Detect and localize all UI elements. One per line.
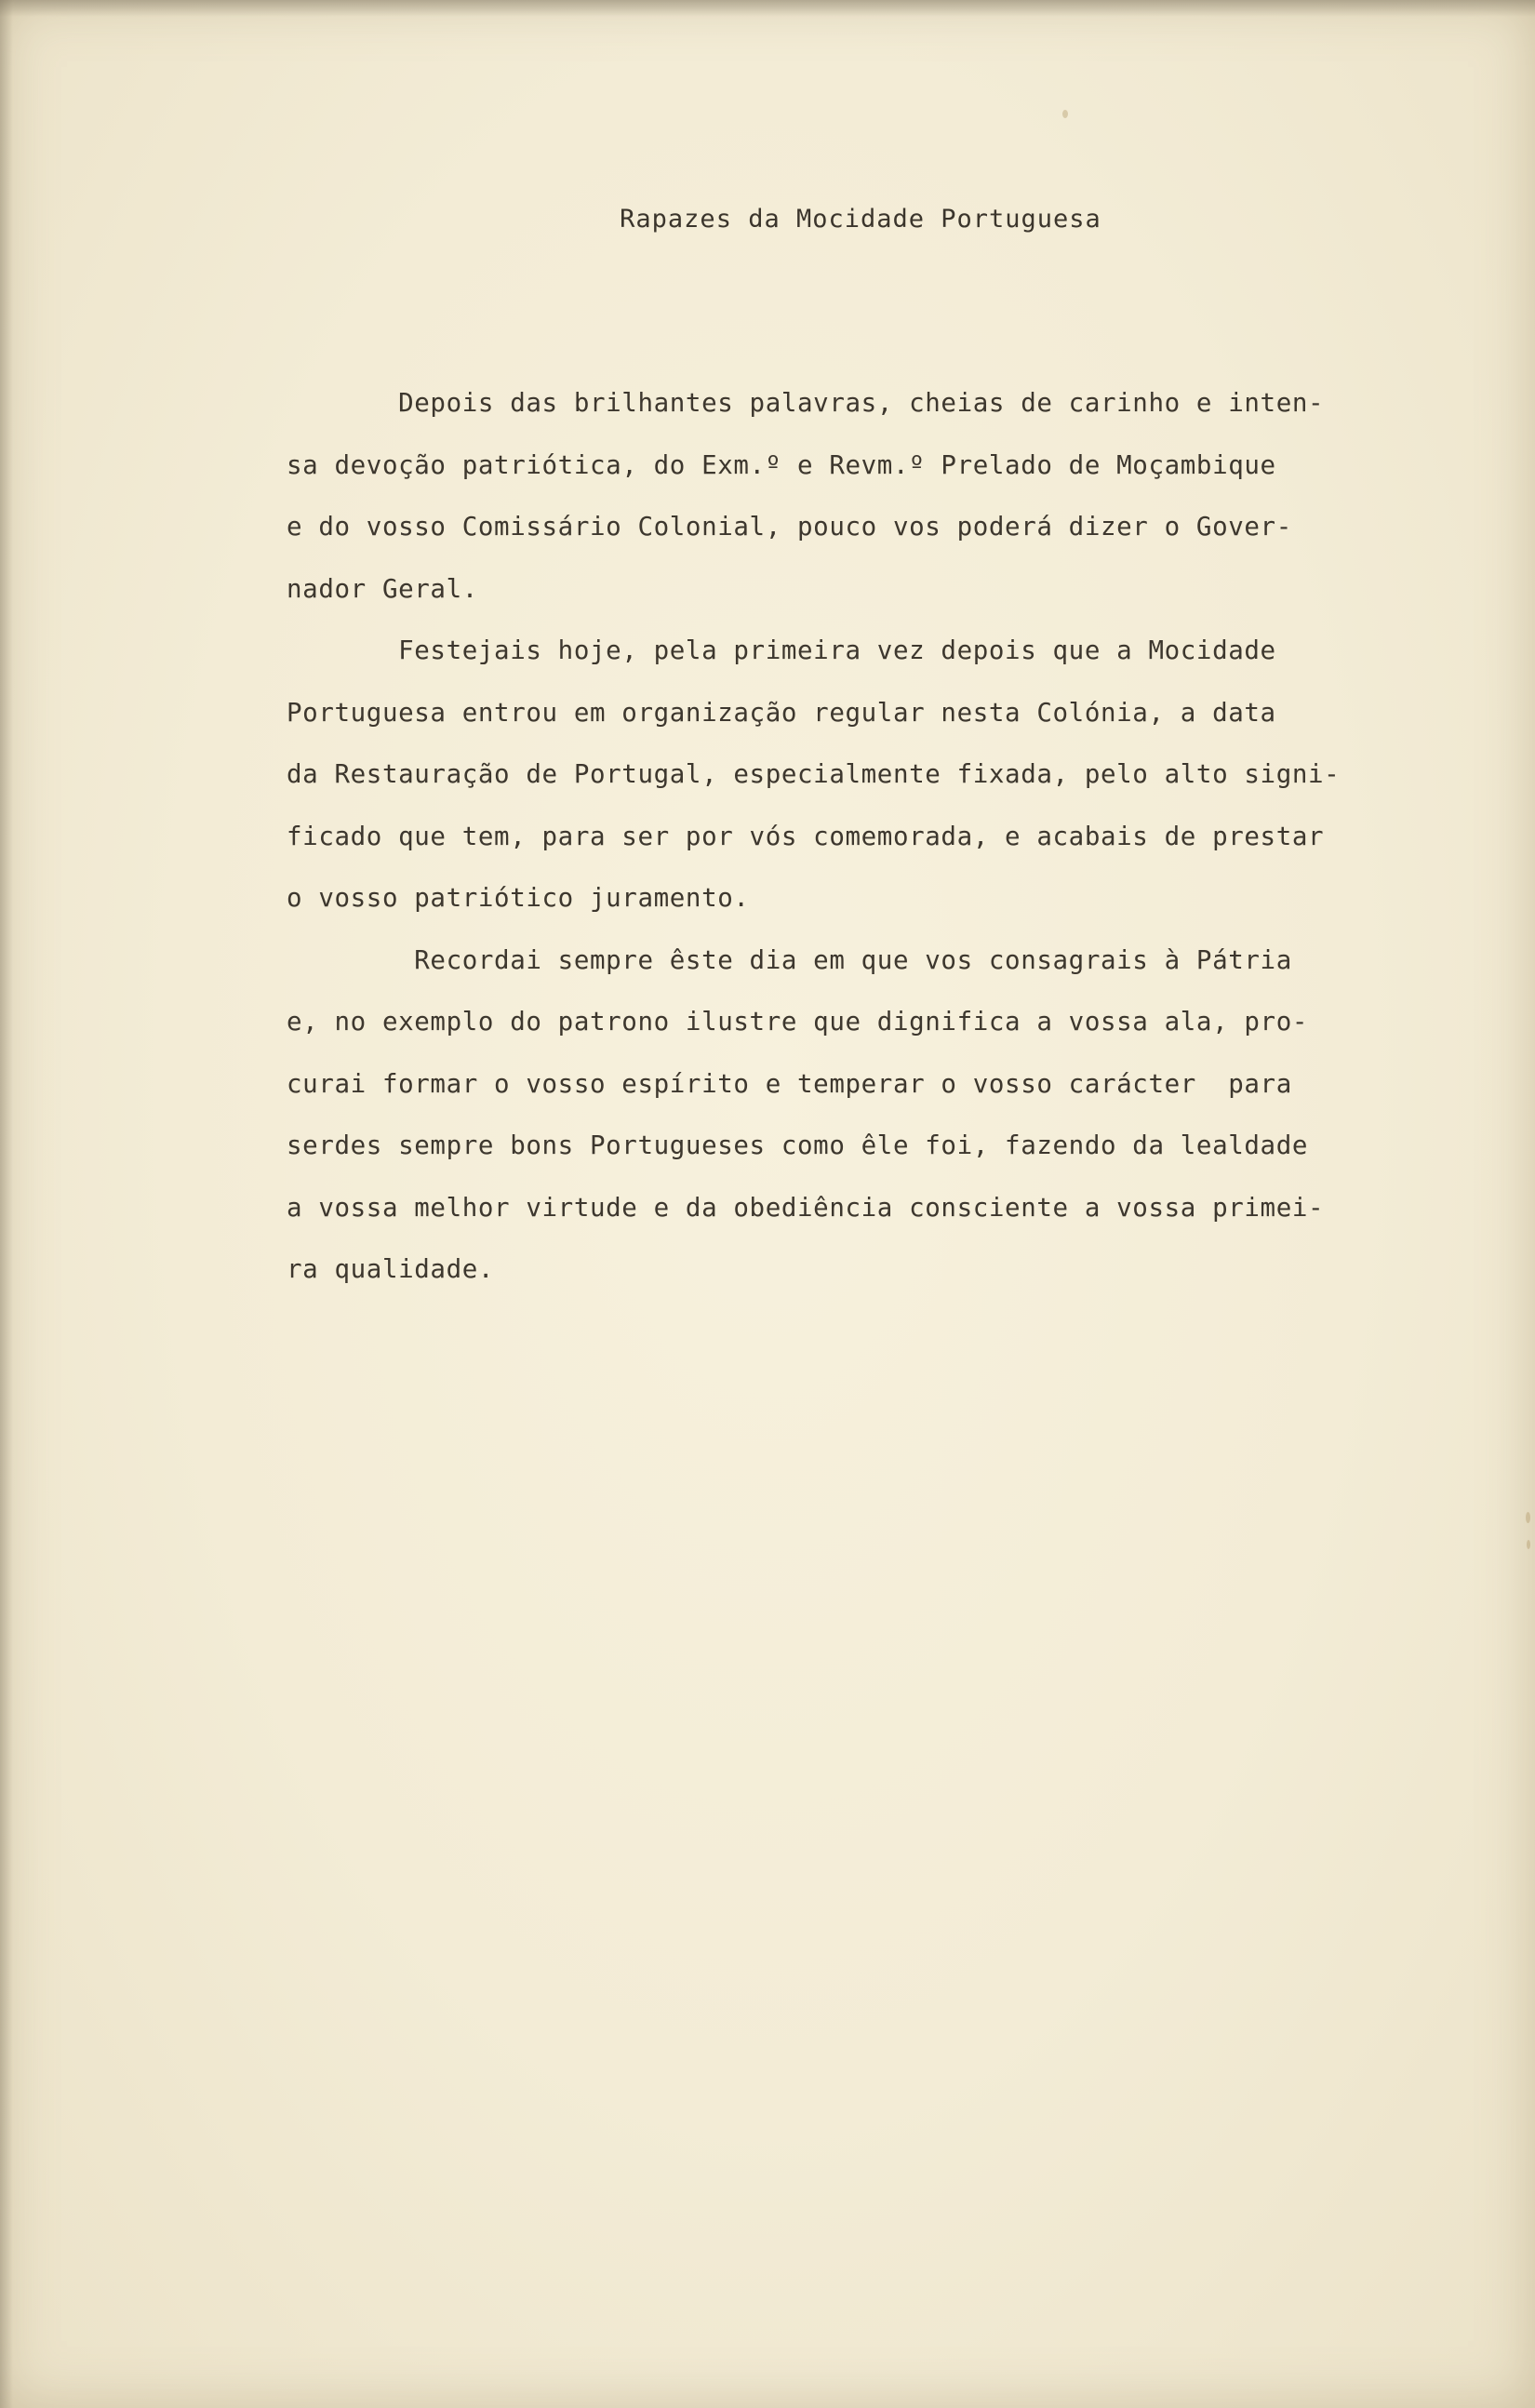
document-body — [287, 372, 1505, 1301]
text-line: serdes sempre bons Portugueses como êle foi, fazendo da lealdade — [287, 1130, 1309, 1160]
text-line: da Restauração de Portugal, especialmente fixada, pelo alto signi- — [287, 759, 1341, 789]
text-line: ra qualidade. — [287, 1254, 495, 1284]
text-line: Portuguesa entrou em organização regular nesta Colónia, a data — [287, 697, 1276, 728]
text-line: ficado que tem, para ser por vós comemorada, e acabais de prestar — [287, 821, 1325, 851]
text-line: o vosso patriótico juramento. — [287, 883, 750, 913]
text-line: nador Geral. — [287, 573, 478, 604]
scan-left-edge — [0, 0, 13, 2408]
paper-spot — [1527, 1540, 1530, 1549]
text-line: Depois das brilhantes palavras, cheias de carinho e inten- — [287, 388, 1325, 418]
text-line: Recordai sempre êste dia em que vos consagrais à Pátria — [287, 944, 1292, 975]
text-line: curai formar o vosso espírito e temperar o vosso carácter para — [287, 1068, 1292, 1099]
text-line: a vossa melhor virtude e da obediência consciente a vossa primei- — [287, 1192, 1325, 1223]
text-line: e do vosso Comissário Colonial, pouco vos poderá dizer o Gover- — [287, 512, 1292, 542]
text-line: sa devoção patriótica, do Exm.º e Revm.º Prelado de Moçambique — [287, 449, 1276, 480]
paper-spot — [1526, 1512, 1530, 1523]
paper-spot — [1062, 110, 1068, 118]
scan-top-shadow — [0, 0, 1535, 17]
text-line: Festejais hoje, pela primeira vez depois que a Mocidade — [287, 635, 1276, 665]
text-line: e, no exemplo do patrono ilustre que dignifica a vossa ala, pro- — [287, 1007, 1309, 1037]
document-title: Rapazes da Mocidade Portuguesa — [620, 205, 1101, 234]
